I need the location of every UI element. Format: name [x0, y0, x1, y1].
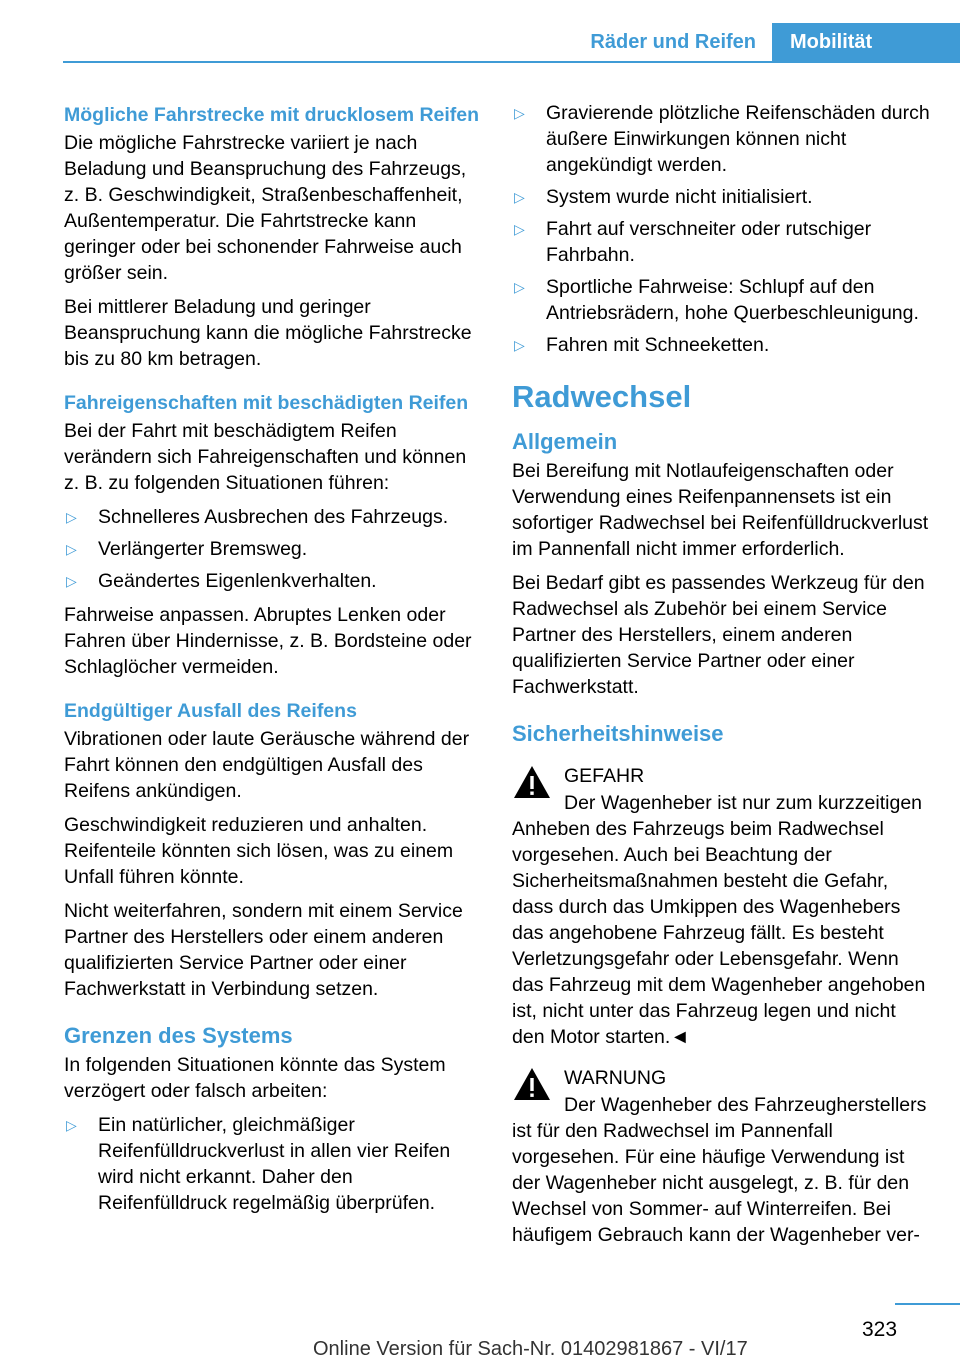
heading-wheel-change: Radwechsel: [512, 379, 692, 414]
paragraph: Bei Bedarf gibt es passendes Werkzeug für den Radwechsel als Zubehör bei einem Service Partner des Herstellers, einem anderen qualifizierten Service Partner oder einer Fachwerkstatt.: [512, 572, 925, 698]
heading-damaged: Fahreigenschaften mit beschädigten Reifen: [64, 392, 469, 414]
paragraph: In folgenden Situationen könnte das System verzögert oder falsch arbeiten:: [64, 1054, 446, 1102]
header-tabs: [574, 23, 960, 62]
heading-limits: Grenzen des Systems: [64, 1023, 293, 1048]
limits-list-continued: [512, 100, 930, 358]
header-chapter-tab: Mobilität: [772, 23, 960, 62]
paragraph: Fahrweise anpassen. Abruptes Lenken oder Fahren über Hindernisse, z. B. Bordsteine oder Schlaglöcher vermeiden.: [64, 604, 472, 678]
list-item: ▷ System wurde nicht initialisiert.: [514, 186, 813, 208]
list-item: ▷ Ein natürlicher, gleichmäßiger Reifenfülldruckverlust in allen vier Reifen wird nicht erkannt. Daher den Reifenfülldruck regelmäßig überprüfen.: [66, 1114, 451, 1214]
paragraph: Die mögliche Fahrstrecke variiert je nach Beladung und Beanspruchung des Fahrzeugs, z. B. Geschwindigkeit, Straßenbeschaffenheit, Außentemperatur. Die Fahrtstrecke kann geringer oder bei schonender Fahrweise auch größer sein.: [64, 132, 467, 284]
danger-text: Der Wagenheber ist nur zum kurzzeitigen Anheben des Fahrzeugs beim Radwechsel vorgesehen. Auch bei Beachtung der Sicherheitsmaßnahmen besteht die Gefahr, dass durch das Umkippen des Wagenhebers das angehobene Fahrzeug fällt. Es besteht Verletzungsgefahr oder Lebensgefahr. Wenn das Fahrzeug mit dem Wagenheber angehoben ist, nicht unter das Fahrzeug legen und nicht den Motor starten.◄: [512, 792, 926, 1048]
list-item: ▷ Geändertes Eigenlenkverhalten.: [66, 570, 377, 592]
footer-rule: [895, 1303, 960, 1305]
warning-text: Der Wagenheber des Fahrzeugherstellers ist für den Radwechsel im Pannenfall vorgesehen. Für eine häufige Verwendung ist der Wagenheber nicht ausgelegt, z. B. für den Wechsel von Sommer- auf Winterreifen. Bei häufigem Gebrauch kann der Wagenheber ver-: [512, 1094, 927, 1246]
paragraph: Vibrationen oder laute Geräusche während der Fahrt können den endgültigen Ausfall des Reifens ankündigen.: [64, 728, 470, 802]
list-item: ▷ Fahrt auf verschneiter oder rutschiger Fahrbahn.: [514, 218, 872, 266]
bullet-icon: ▷: [514, 221, 525, 237]
heading-failure: Endgültiger Ausfall des Reifens: [64, 700, 357, 722]
header-rule: [63, 61, 960, 63]
warning-title: WARNUNG: [564, 1067, 667, 1089]
bullet-icon: ▷: [514, 189, 525, 205]
paragraph: Nicht weiterfahren, sondern mit einem Service Partner des Herstellers oder einem anderen qualifizierten Service Partner oder einer Fachwerkstatt in Verbindung setzen.: [64, 900, 463, 1000]
paragraph: Geschwindigkeit reduzieren und anhalten. Reifenteile könnten sich lösen, was zu einem Unfall führen könnte.: [64, 814, 454, 888]
list-item: ▷ Schnelleres Ausbrechen des Fahrzeugs.: [66, 506, 449, 528]
right-column: [512, 100, 930, 1256]
heading-safety: Sicherheitshinweise: [512, 721, 724, 746]
damaged-list: [64, 504, 484, 594]
list-item: ▷ Verlängerter Bremsweg.: [66, 538, 308, 560]
paragraph: Bei Bereifung mit Notlaufeigenschaften oder Verwendung eines Reifenpannensets ist ein sofortiger Radwechsel bei Reifenfülldruckverlust im Pannenfall nicht immer erforderlich.: [512, 460, 929, 560]
danger-title: GEFAHR: [564, 765, 645, 787]
header-section-tab: Räder und Reifen: [574, 23, 772, 62]
warning-triangle-icon: [512, 764, 552, 800]
page-number: 323: [862, 1318, 898, 1341]
bullet-icon: ▷: [66, 541, 77, 557]
list-item: ▷ Fahren mit Schneeketten.: [514, 334, 770, 356]
warning-triangle-icon: [512, 1066, 552, 1102]
danger-notice: [512, 762, 930, 1050]
paragraph: Bei mittlerer Beladung und geringer Beanspruchung kann die mögliche Fahrstrecke bis zu 80 km betragen.: [64, 296, 472, 370]
paragraph: Bei der Fahrt mit beschädigtem Reifen verändern sich Fahreigenschaften und können z. B. zu folgenden Situationen führen:: [64, 420, 467, 494]
heading-range: Mögliche Fahrstrecke mit drucklosem Reifen: [64, 104, 480, 126]
warning-notice: [512, 1064, 930, 1248]
bullet-icon: ▷: [66, 1117, 77, 1133]
bullet-icon: ▷: [514, 337, 525, 353]
footer-text: Online Version für Sach-Nr. 01402981867 - VI/17: [313, 1338, 748, 1360]
bullet-icon: ▷: [66, 509, 77, 525]
bullet-icon: ▷: [514, 279, 525, 295]
list-item: ▷ Gravierende plötzliche Reifenschäden durch äußere Einwirkungen können nicht angekündigt werden.: [514, 102, 930, 176]
limits-list: [64, 1112, 484, 1216]
bullet-icon: ▷: [66, 573, 77, 589]
heading-general: Allgemein: [512, 429, 618, 454]
bullet-icon: ▷: [514, 105, 525, 121]
left-column: [64, 100, 484, 1224]
list-item: ▷ Sportliche Fahrweise: Schlupf auf den Antriebsrädern, hohe Querbeschleunigung.: [514, 276, 919, 324]
